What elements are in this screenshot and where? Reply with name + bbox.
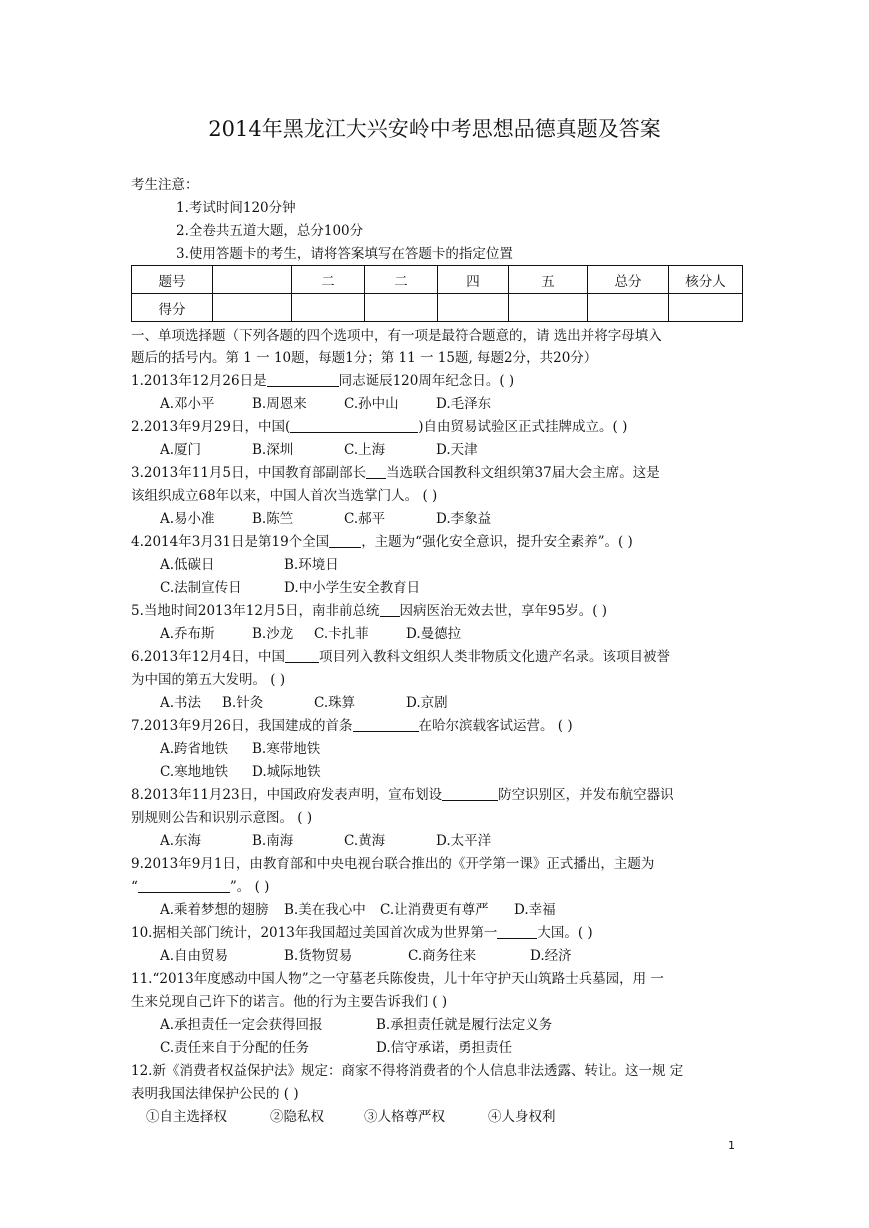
- score-input-cell[interactable]: [365, 294, 438, 322]
- option-b: B.承担责任就是履行法定义务: [376, 1017, 553, 1033]
- option-b: B.环境日: [284, 557, 339, 573]
- score-table-header-row: [132, 266, 743, 294]
- question-1: [131, 371, 514, 391]
- question-text: 7.2013年9月26日，我国建成的首条: [131, 718, 353, 734]
- question-2: [131, 417, 627, 437]
- question-text: 4.2014年3月31日是第19个全国: [131, 534, 330, 550]
- answer-blank: [138, 878, 230, 893]
- option-a: A.易小准: [160, 511, 215, 527]
- option-b: B.针灸: [222, 695, 264, 711]
- score-table-cell: 总分: [588, 266, 669, 294]
- question-text: ，主题为“强化安全意识，提升安全素养”。( ): [361, 534, 633, 550]
- option-c: C.卡扎菲: [314, 626, 369, 642]
- score-input-cell[interactable]: [669, 294, 743, 322]
- question-9: 9.2013年9月1日，由教育部和中央电视台联合推出的《开学第一课》正式播出，主题为: [131, 856, 655, 872]
- question-6-options: [160, 693, 448, 713]
- score-table-cell: 题号: [132, 266, 213, 294]
- option-c: C.让消费更有尊严: [380, 902, 489, 918]
- option-b: B.周恩来: [252, 396, 307, 412]
- question-text: 6.2013年12月4日，中国: [131, 649, 286, 665]
- option-a: A.东海: [160, 833, 202, 849]
- option-b: B.沙龙: [252, 626, 294, 642]
- answer-blank: [267, 372, 339, 387]
- question-9-options: [160, 900, 556, 920]
- option-4: ④人身权利: [488, 1109, 556, 1125]
- question-text: 项目列入教科文组织人类非物质文化遗产名录。该项目被誉: [319, 649, 671, 665]
- answer-blank: [329, 533, 361, 548]
- question-7-options: [160, 739, 320, 759]
- option-b: B.陈竺: [252, 511, 294, 527]
- answer-blank: [442, 786, 498, 801]
- option-a: A.低碳日: [160, 557, 215, 573]
- score-row-label: 得分: [132, 294, 213, 322]
- question-text: ”。 ( ): [229, 879, 270, 895]
- answer-blank: [353, 717, 419, 732]
- question-7: [131, 716, 573, 736]
- answer-blank: [497, 924, 537, 939]
- option-c: C.黄海: [344, 833, 386, 849]
- question-text: 2.2013年9月29日，中国(: [131, 419, 291, 435]
- score-table-cell: 五: [509, 266, 588, 294]
- option-a: A.自由贸易: [160, 948, 229, 964]
- question-4-options: [160, 555, 339, 575]
- question-3-continued: 该组织成立68年以来，中国人首次当选掌门人。 ( ): [131, 488, 438, 504]
- score-table: [131, 265, 743, 322]
- score-input-cell[interactable]: [588, 294, 669, 322]
- question-8: [131, 785, 674, 805]
- score-table-cell: 核分人: [669, 266, 743, 294]
- question-5-options: [160, 624, 461, 644]
- notice-item: 2.全卷共五道大题，总分100分: [176, 223, 364, 239]
- score-table-cell: 二: [292, 266, 365, 294]
- option-d: D.信守承诺，勇担责任: [376, 1040, 513, 1056]
- score-table-cell: 二: [365, 266, 438, 294]
- question-text: “: [131, 879, 138, 895]
- option-c: C.孙中山: [344, 396, 399, 412]
- question-text: 1.2013年12月26日是: [131, 373, 267, 389]
- score-input-cell[interactable]: [509, 294, 588, 322]
- option-c: C.珠算: [314, 695, 356, 711]
- answer-blank: [290, 418, 418, 433]
- question-3: [131, 463, 660, 483]
- option-b: B.深圳: [252, 442, 294, 458]
- question-9-continued: [131, 877, 269, 897]
- notice-heading: 考生注意：: [131, 177, 199, 193]
- option-d: D.幸福: [514, 902, 556, 918]
- question-text: 5.当地时间2013年12月5日，南非前总统: [131, 603, 380, 619]
- option-1: ①自主选择权: [146, 1109, 227, 1125]
- option-b: B.南海: [252, 833, 294, 849]
- option-d: D.中小学生安全教育日: [284, 580, 421, 596]
- option-d: D.毛泽东: [436, 396, 492, 412]
- question-10-options: [160, 946, 572, 966]
- question-10: [131, 923, 593, 943]
- section-instructions: 题后的括号内。第 1 一 10题，每题1分；第 11 一 15题, 每题2分，共20分）: [131, 350, 598, 366]
- option-d: D.曼德拉: [406, 626, 462, 642]
- option-d: D.京剧: [406, 695, 448, 711]
- question-text: 大国。( ): [537, 925, 593, 941]
- option-d: D.经济: [530, 948, 572, 964]
- option-a: A.书法: [160, 695, 202, 711]
- score-table-cell: 四: [438, 266, 509, 294]
- score-input-cell[interactable]: [438, 294, 509, 322]
- option-3: ③人格尊严权: [364, 1109, 445, 1125]
- question-text: 因病医治无效去世，享年95岁。( ): [399, 603, 608, 619]
- question-11: 11.“2013年度感动中国人物”之一守墓老兵陈俊贵，儿十年守护天山筑路士兵墓园，用 一: [131, 971, 664, 987]
- answer-blank: [366, 464, 386, 479]
- option-c: C.商务往来: [408, 948, 477, 964]
- question-11-continued: 生来兑现自己许下的诺言。他的行为主要告诉我们 ( ): [131, 994, 448, 1010]
- option-c: C.寒地地铁: [160, 764, 229, 780]
- question-12-continued: 表明我国法律保护公民的 ( ): [131, 1086, 299, 1102]
- notice-item: 1.考试时间120分钟: [176, 200, 296, 216]
- option-c: C.郝平: [344, 511, 386, 527]
- option-d: D.城际地铁: [252, 764, 321, 780]
- question-7-options: [160, 762, 321, 782]
- option-c: C.法制宣传日: [160, 580, 242, 596]
- question-6-continued: 为中国的第五大发明。 ( ): [131, 672, 286, 688]
- option-a: A.乘着梦想的翅膀: [160, 902, 269, 918]
- option-2: ②隐私权: [270, 1109, 324, 1125]
- page-number: 1: [728, 1139, 735, 1152]
- question-text: 当选联合国教科文组织第37届大会主席。这是: [386, 465, 660, 481]
- question-2-options: [160, 440, 478, 460]
- notice-item: 3.使用答题卡的考生，请将答案填写在答题卡的指定位置: [176, 246, 513, 262]
- question-text: 8.2013年11月23日，中国政府发表声明，宣布划设: [131, 787, 443, 803]
- question-text: 防空识别区，并发布航空器识: [498, 787, 674, 803]
- section-instructions: 一、单项选择题（下列各题的四个选项中，有一项是最符合题意的，请 选出并将字母填入: [131, 328, 662, 344]
- option-b: B.寒带地铁: [252, 741, 321, 757]
- question-3-options: [160, 509, 491, 529]
- option-a: A.厦门: [160, 442, 202, 458]
- question-text: )自由贸易试验区正式挂牌成立。( ): [418, 419, 628, 435]
- question-12-options: [146, 1107, 556, 1127]
- question-6: [131, 647, 670, 667]
- score-input-cell[interactable]: [292, 294, 365, 322]
- option-c: C.责任来自于分配的任务: [160, 1040, 310, 1056]
- question-text: 3.2013年11月5日，中国教育部副部长: [131, 465, 367, 481]
- option-d: D.太平洋: [436, 833, 492, 849]
- option-a: A.跨省地铁: [160, 741, 229, 757]
- question-8-options: [160, 831, 491, 851]
- option-d: D.李象益: [436, 511, 492, 527]
- option-a: A.承担责任一定会获得回报: [160, 1017, 323, 1033]
- question-1-options: [160, 394, 491, 414]
- question-11-options: [160, 1038, 512, 1058]
- document-title: 2014年黑龙江大兴安岭中考思想品德真题及答案: [208, 117, 661, 141]
- question-text: 10.据相关部门统计，2013年我国超过美国首次成为世界第一: [131, 925, 498, 941]
- option-d: D.天津: [436, 442, 478, 458]
- question-text: 在哈尔滨载客试运营。 ( ): [418, 718, 573, 734]
- option-b: B.美在我心中: [284, 902, 366, 918]
- score-table-row: [132, 294, 743, 322]
- answer-blank: [285, 648, 319, 663]
- score-table-cell: [213, 266, 292, 294]
- answer-blank: [380, 602, 400, 617]
- option-a: A.邓小平: [160, 396, 215, 412]
- question-8-continued: 别规则公告和识别示意图。 ( ): [131, 810, 313, 826]
- option-c: C.上海: [344, 442, 386, 458]
- option-a: A.乔布斯: [160, 626, 215, 642]
- question-4: [131, 532, 633, 552]
- question-11-options: [160, 1015, 552, 1035]
- question-5: [131, 601, 607, 621]
- score-input-cell[interactable]: [213, 294, 292, 322]
- question-4-options: [160, 578, 420, 598]
- question-12: 12.新《消费者权益保护法》规定：商家不得将消费者的个人信息非法透露、转让。这一规 定: [131, 1063, 684, 1079]
- question-text: 同志诞辰120周年纪念日。( ): [338, 373, 515, 389]
- option-b: B.货物贸易: [284, 948, 353, 964]
